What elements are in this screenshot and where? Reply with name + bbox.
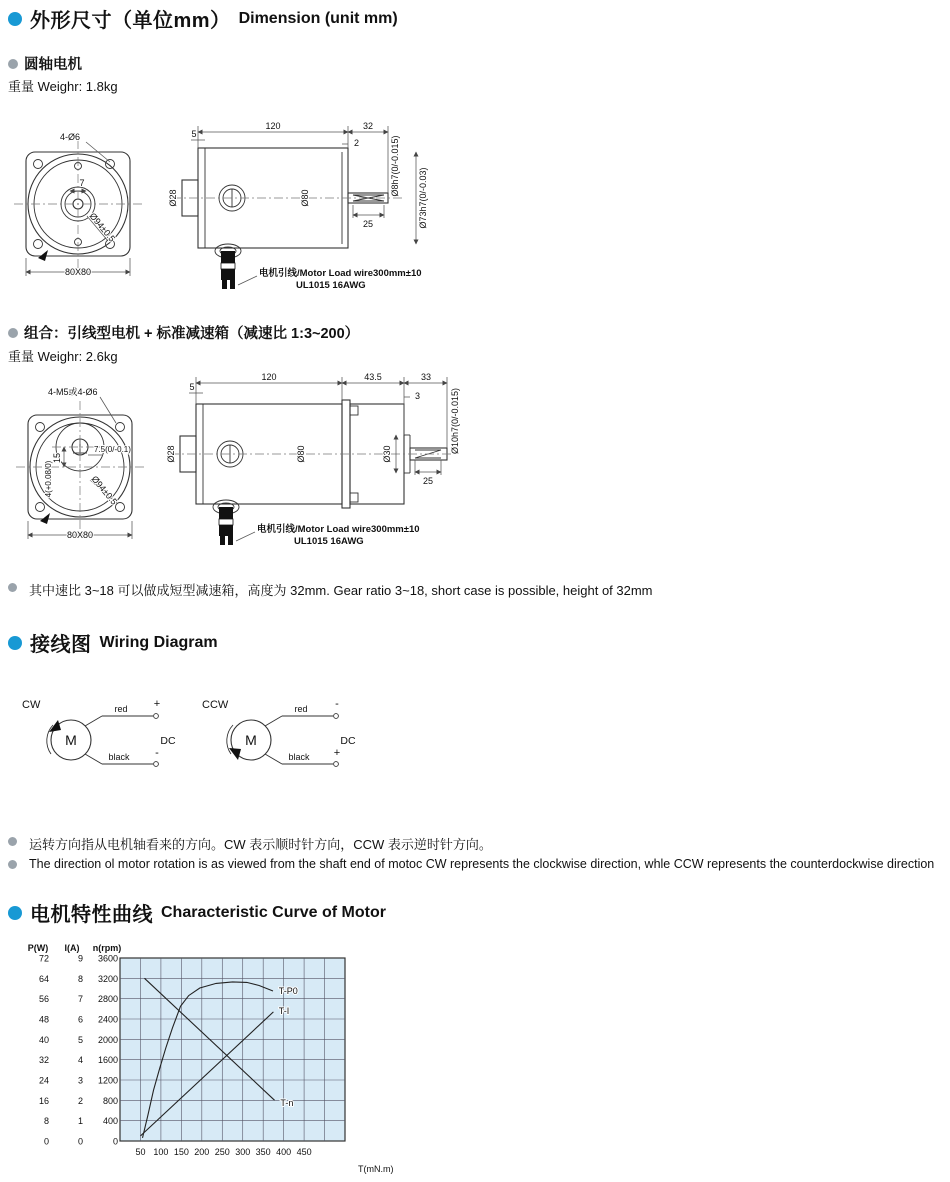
note-rotation-en-text: The direction ol motor rotation is as viewed from the shaft end of motoc CW represents the clockwise direction, whle CCW represents the counterdockwise direction — [29, 857, 935, 871]
polarity-top: + — [153, 698, 161, 710]
y-tick-label: 1600 — [97, 1055, 118, 1066]
gray-bullet-icon — [8, 328, 18, 338]
section-title-cn: 电机特性曲线 — [30, 904, 153, 926]
y-tick-label: 2 — [77, 1095, 83, 1106]
motor-body-outline — [172, 148, 404, 248]
motor-letter: M — [65, 732, 77, 748]
dim-5: 5 — [191, 129, 197, 139]
polarity-bottom: + — [333, 747, 341, 759]
x-tick-label: 200 — [194, 1147, 210, 1157]
wire-label-1: 电机引线/Motor Load wire300mm±10 — [259, 268, 422, 279]
blue-bullet-icon — [8, 12, 22, 26]
weight-line-round — [8, 76, 118, 95]
x-tick-label: 450 — [296, 1147, 312, 1157]
y-tick-label: 0 — [112, 1136, 118, 1147]
dia-boss: Ø30 — [382, 445, 392, 463]
subsection-title: 圆轴电机 — [24, 57, 82, 73]
y-tick-label: 40 — [38, 1034, 49, 1045]
y-tick-label: 2000 — [97, 1034, 118, 1045]
note-short-case — [8, 580, 908, 599]
dim-holes: 4-Ø6 — [60, 132, 81, 142]
dimensions — [168, 121, 428, 244]
y-tick-label: 0 — [43, 1136, 49, 1147]
blue-bullet-icon — [8, 636, 22, 650]
y-tick-label: 3200 — [97, 973, 118, 984]
subsection-gear-motor — [8, 322, 359, 343]
note-short-case-en: Gear ratio 3~18, short case is possible, height of 32mm — [333, 583, 653, 598]
dim-4-tol: 4(+0.08/0) — [44, 460, 53, 498]
section-title-en: Wiring Diagram — [99, 633, 218, 651]
subsection-round-motor — [8, 53, 82, 74]
x-tick-label: 100 — [153, 1147, 169, 1157]
y-tick-label: 7 — [77, 994, 83, 1005]
polarity-top: - — [335, 698, 339, 710]
x-tick-label: 50 — [135, 1147, 146, 1157]
y-tick-label: 2800 — [97, 994, 118, 1005]
y-tick-label: 56 — [38, 994, 49, 1005]
weight-value: Weighr: 2.6kg — [37, 349, 118, 364]
y-tick-label: 9 — [77, 953, 83, 964]
y-tick-label: 16 — [38, 1095, 49, 1106]
y-tick-label: 8 — [77, 973, 83, 984]
x-tick-label: 250 — [214, 1147, 230, 1157]
dim-gear-length: 43.5 — [364, 372, 382, 382]
dim-flange: 80X80 — [64, 267, 92, 277]
y-tick-label: 400 — [102, 1116, 118, 1127]
weight-label-cn: 重量 — [8, 349, 35, 364]
dia-body: Ø80 — [296, 445, 306, 463]
x-tick-label: 150 — [173, 1147, 189, 1157]
y-axis-title: P(W) — [27, 943, 49, 953]
centerlines — [14, 140, 142, 270]
section-title-cn: 接线图 — [30, 634, 92, 656]
dia-spigot: Ø73h7(0/-0.03) — [418, 167, 428, 229]
y-tick-label: 6 — [77, 1014, 83, 1025]
weight-line-gear — [8, 346, 118, 365]
characteristic-curve-chart — [8, 940, 478, 1180]
dim-25: 25 — [422, 476, 434, 486]
y-tick-label: 5 — [77, 1034, 83, 1045]
y-tick-label: 48 — [38, 1014, 49, 1025]
y-tick-label: 2400 — [97, 1014, 118, 1025]
cw-arrow-icon — [49, 720, 61, 732]
gear-motor-front-view — [12, 379, 172, 557]
dim-shaft-length: 32 — [362, 121, 374, 131]
y-tick-label: 3 — [77, 1075, 83, 1086]
rotation-label: CCW — [202, 699, 229, 711]
note-rotation-cn — [8, 834, 938, 853]
dim-pilot: Ø94±0.5 — [89, 473, 120, 507]
x-tick-label: 350 — [255, 1147, 271, 1157]
dim-flange: 80X80 — [66, 530, 94, 540]
wiring-diagram-ccw — [196, 692, 366, 784]
wire-black-label: black — [108, 752, 130, 762]
centerlines — [16, 401, 146, 531]
weight-label-cn: 重量 — [8, 79, 35, 94]
gray-bullet-icon — [8, 59, 18, 69]
note-rotation-en — [8, 857, 946, 871]
gear-motor-side-view — [156, 369, 471, 561]
dc-label: DC — [160, 735, 176, 747]
y-tick-label: 32 — [38, 1055, 49, 1066]
subsection-title: 组合：引线型电机 + 标准减速箱（减速比 1:3~200） — [24, 326, 360, 342]
y-tick-label: 3600 — [97, 953, 118, 964]
dc-label: DC — [340, 735, 356, 747]
dia-rear: Ø28 — [166, 445, 176, 463]
motor-letter: M — [245, 732, 257, 748]
gray-bullet-icon — [8, 837, 17, 846]
dim-3: 3 — [415, 391, 421, 401]
dim-shaft-length: 33 — [420, 372, 432, 382]
y-tick-label: 0 — [77, 1136, 83, 1147]
dim-holes: 4-M5或4-Ø6 — [48, 387, 98, 397]
cable-gland — [215, 244, 257, 289]
dim-7-5-tol: 7.5(0/-0.1) — [94, 445, 131, 454]
x-tick-label: 300 — [235, 1147, 251, 1157]
dia-shaft: Ø8h7(0/-0.015) — [390, 135, 400, 197]
section-header-wiring — [8, 628, 218, 657]
wire-label-1: 电机引线/Motor Load wire300mm±10 — [257, 524, 420, 535]
y-tick-label: 64 — [38, 973, 49, 984]
dim-body-length: 120 — [265, 121, 281, 131]
polarity-bottom: - — [155, 747, 159, 759]
gray-bullet-icon — [8, 583, 17, 592]
y-tick-label: 800 — [102, 1095, 118, 1106]
dia-shaft: Ø10h7(0/-0.015) — [450, 387, 460, 455]
gearbox-outline — [170, 400, 458, 508]
cable-gland — [213, 500, 255, 545]
section-title-en: Dimension (unit mm) — [238, 9, 398, 27]
round-motor-front-view — [12, 124, 162, 292]
dim-15: 15 — [52, 452, 62, 464]
wire-red-label: red — [114, 704, 128, 714]
note-short-case-cn: 其中速比 3~18 可以做成短型减速箱，高度为 32mm. — [29, 583, 330, 598]
series-label-T-P0: T-P0 — [278, 986, 298, 997]
dia-rear: Ø28 — [168, 189, 178, 207]
section-title-cn: 外形尺寸（单位mm） — [30, 10, 231, 32]
y-tick-label: 24 — [38, 1075, 49, 1086]
round-motor-side-view — [158, 118, 458, 296]
dim-shaft-flat: 7 — [79, 178, 85, 188]
rotation-label: CW — [22, 699, 41, 711]
weight-value: Weighr: 1.8kg — [37, 79, 118, 94]
dim-5: 5 — [189, 382, 195, 392]
series-label-T-n: T-n — [280, 1097, 294, 1108]
dim-25: 25 — [362, 219, 374, 229]
wire-label-2: UL1015 16AWG — [294, 536, 364, 547]
dim-pilot: Ø94±0.5 — [87, 210, 118, 244]
y-tick-label: 8 — [43, 1116, 49, 1127]
wire-label-2: UL1015 16AWG — [296, 280, 366, 291]
dim-body-length: 120 — [261, 372, 277, 382]
dia-body: Ø80 — [300, 189, 310, 207]
section-header-curve — [8, 898, 386, 927]
wiring-diagram-cw — [16, 692, 186, 784]
y-axis-title: n(rpm) — [92, 943, 122, 953]
x-axis-title: T(mN.m) — [358, 1164, 394, 1174]
note-rotation-cn-text: 运转方向指从电机轴看来的方向。CW 表示顺时针方向，CCW 表示逆时针方向。 — [29, 837, 492, 852]
y-axis-title: I(A) — [64, 943, 80, 953]
section-title-en: Characteristic Curve of Motor — [161, 903, 386, 921]
y-tick-label: 1200 — [97, 1075, 118, 1086]
y-tick-label: 1 — [77, 1116, 83, 1127]
wire-black-label: black — [288, 752, 310, 762]
section-header-dimension — [8, 4, 398, 33]
blue-bullet-icon — [8, 906, 22, 920]
y-tick-label: 4 — [77, 1055, 83, 1066]
gray-bullet-icon — [8, 860, 17, 869]
x-tick-label: 400 — [276, 1147, 292, 1157]
dim-2: 2 — [354, 138, 360, 148]
y-tick-label: 72 — [38, 953, 49, 964]
dimensions — [166, 372, 460, 486]
series-label-T-I: T-I — [278, 1005, 290, 1016]
wire-red-label: red — [294, 704, 308, 714]
